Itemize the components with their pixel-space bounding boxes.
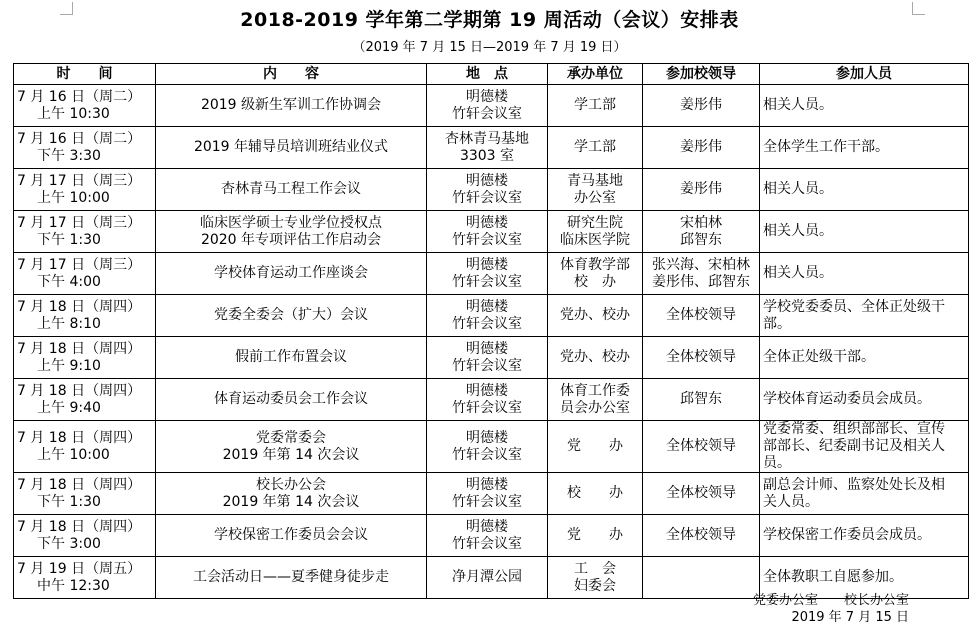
cell-host (548, 337, 643, 379)
cell-people-line: 部。 (763, 315, 791, 332)
cell-content-line: 假前工作布置会议 (235, 349, 347, 365)
cell-time-line: 7 月 18 日（周四） (17, 298, 142, 315)
cell-host-line: 工 会 (574, 560, 616, 577)
cell-host-line: 党办、校办 (560, 307, 630, 323)
cell-host (548, 421, 643, 473)
cell-time (14, 211, 156, 253)
table-row (14, 253, 969, 295)
cell-place (427, 253, 548, 295)
cell-time (14, 557, 156, 599)
cell-host (548, 127, 643, 169)
cell-leaders (643, 211, 760, 253)
table-row (14, 295, 969, 337)
cell-leaders (643, 253, 760, 295)
cell-leaders (643, 295, 760, 337)
cell-time (14, 295, 156, 337)
cell-content-line: 杏林青马工程工作会议 (221, 181, 361, 197)
cell-host-line: 体育工作委 (560, 382, 630, 399)
cell-people (760, 515, 969, 557)
cell-leaders-line: 张兴海、宋柏林 (652, 256, 750, 273)
cell-host-line: 校 办 (567, 485, 623, 501)
cell-people-line: 学校体育运动委员会成员。 (763, 391, 931, 407)
cell-people (760, 127, 969, 169)
cell-content-line: 2019 年第 14 次会议 (222, 446, 360, 463)
cell-time-line: 下午 3:00 (37, 535, 101, 552)
cell-place-line: 明德楼 (466, 429, 508, 446)
cell-place-line: 竹轩会议室 (452, 493, 522, 510)
cell-content (156, 421, 427, 473)
cell-time (14, 515, 156, 557)
table-row (14, 473, 969, 515)
cell-time (14, 253, 156, 295)
cell-time (14, 337, 156, 379)
cell-host (548, 379, 643, 421)
cell-host (548, 515, 643, 557)
cell-host-line: 学工部 (574, 139, 616, 155)
schedule-body (14, 85, 969, 599)
cell-time-line: 中午 12:30 (37, 577, 110, 594)
schedule-table (13, 63, 969, 599)
cell-host (548, 253, 643, 295)
cell-place-line: 明德楼 (466, 256, 508, 273)
cell-people (760, 379, 969, 421)
cell-people (760, 337, 969, 379)
cell-people-line: 全体教职工自愿参加。 (763, 569, 903, 585)
cell-place-line: 竹轩会议室 (452, 189, 522, 206)
cell-place (427, 557, 548, 599)
cell-place (427, 515, 548, 557)
cell-host-line: 员会办公室 (560, 399, 630, 416)
table-row (14, 127, 969, 169)
cell-host-line: 妇委会 (574, 577, 616, 594)
cell-people-line: 相关人员。 (763, 181, 833, 197)
cell-leaders (643, 337, 760, 379)
cell-people-line: 员。 (763, 455, 791, 471)
cell-place (427, 421, 548, 473)
cell-time-line: 上午 10:30 (37, 105, 110, 122)
cell-time (14, 127, 156, 169)
cell-time-line: 7 月 16 日（周二） (17, 130, 142, 147)
cell-place-line: 竹轩会议室 (452, 273, 522, 290)
cell-place (427, 211, 548, 253)
cell-leaders-line: 姜彤伟 (680, 139, 722, 155)
cell-people-line: 全体学生工作干部。 (763, 139, 889, 155)
cell-place (427, 85, 548, 127)
cell-leaders-line: 邱智东 (680, 231, 722, 248)
cell-content-line: 学校体育运动工作座谈会 (214, 265, 368, 281)
cell-people-line: 学校保密工作委员会成员。 (763, 527, 931, 543)
footer-date: 2019 年 7 月 15 日 (791, 610, 909, 625)
table-row (14, 421, 969, 473)
cell-time-line: 7 月 18 日（周四） (17, 518, 142, 535)
table-row (14, 515, 969, 557)
cell-host-line: 党 办 (567, 527, 623, 543)
cell-content (156, 379, 427, 421)
cell-time-line: 7 月 19 日（周五） (17, 560, 142, 577)
cell-host-line: 临床医学院 (560, 231, 630, 248)
cell-leaders (643, 169, 760, 211)
cell-leaders (643, 421, 760, 473)
cell-content (156, 169, 427, 211)
cell-time (14, 473, 156, 515)
cell-host-line: 研究生院 (567, 214, 623, 231)
cell-time-line: 上午 9:40 (37, 399, 101, 416)
cell-place (427, 127, 548, 169)
cell-host (548, 169, 643, 211)
cell-content-line: 2020 年专项评估工作启动会 (200, 231, 382, 248)
cell-content-line: 校长办公会 (256, 476, 326, 493)
cell-place-line: 明德楼 (466, 214, 508, 231)
cell-content-line: 2019 级新生军训工作协调会 (200, 97, 382, 113)
cell-people (760, 169, 969, 211)
cell-place (427, 379, 548, 421)
cell-host (548, 295, 643, 337)
cell-leaders-line: 宋柏林 (680, 214, 722, 231)
page-subtitle: （2019 年 7 月 15 日—2019 年 7 月 19 日） (352, 40, 627, 55)
cell-people (760, 295, 969, 337)
cell-host (548, 85, 643, 127)
cell-time (14, 421, 156, 473)
cell-content (156, 211, 427, 253)
cell-content (156, 253, 427, 295)
cell-place-line: 竹轩会议室 (452, 315, 522, 332)
cell-people (760, 473, 969, 515)
cell-time-line: 上午 9:10 (37, 357, 101, 374)
cell-place-line: 竹轩会议室 (452, 535, 522, 552)
cell-people (760, 211, 969, 253)
cell-time-line: 7 月 18 日（周四） (17, 340, 142, 357)
cell-people-line: 相关人员。 (763, 223, 833, 239)
cell-leaders (643, 379, 760, 421)
cell-time-line: 7 月 17 日（周三） (17, 214, 142, 231)
cell-place (427, 473, 548, 515)
cell-people (760, 85, 969, 127)
cell-leaders (643, 473, 760, 515)
cell-people-line: 党委常委、组织部部长、宣传 (763, 421, 945, 437)
table-row (14, 85, 969, 127)
cell-place-line: 明德楼 (466, 382, 508, 399)
cell-people (760, 253, 969, 295)
cell-content (156, 515, 427, 557)
cell-time-line: 下午 1:30 (37, 493, 101, 510)
cell-place-line: 明德楼 (466, 518, 508, 535)
cell-host-line: 青马基地 (567, 172, 623, 189)
cell-leaders-line: 全体校领导 (666, 485, 736, 501)
cell-host-line: 体育教学部 (560, 256, 630, 273)
cell-host (548, 211, 643, 253)
cell-leaders-line: 姜彤伟 (680, 181, 722, 197)
cell-time-line: 下午 4:00 (37, 273, 101, 290)
cell-content (156, 557, 427, 599)
cell-place-line: 竹轩会议室 (452, 357, 522, 374)
cell-leaders (643, 85, 760, 127)
column-header-host: 承办单位 (548, 64, 643, 85)
cell-place-line: 明德楼 (466, 298, 508, 315)
cell-place-line: 竹轩会议室 (452, 105, 522, 122)
cell-content-line: 2019 年辅导员培训班结业仪式 (193, 139, 389, 155)
cell-place-line: 竹轩会议室 (452, 231, 522, 248)
cell-content-line: 2019 年第 14 次会议 (222, 493, 360, 510)
cell-place (427, 295, 548, 337)
cell-time-line: 7 月 16 日（周二） (17, 88, 142, 105)
cell-people-line: 副总会计师、监察处处长及相 (763, 476, 945, 493)
cell-time-line: 7 月 17 日（周三） (17, 256, 142, 273)
column-header-content: 内 容 (156, 64, 427, 85)
cell-place-line: 明德楼 (466, 172, 508, 189)
table-row (14, 379, 969, 421)
cell-leaders-line: 邱智东 (680, 391, 722, 407)
cell-host-line: 党 办 (567, 438, 623, 454)
cell-time (14, 169, 156, 211)
cell-host (548, 557, 643, 599)
cell-people-line: 相关人员。 (763, 97, 833, 113)
cell-content-line: 党委常委会 (256, 429, 326, 446)
cell-leaders (643, 557, 760, 599)
cell-place-line: 明德楼 (466, 88, 508, 105)
cell-leaders (643, 127, 760, 169)
page-title: 2018-2019 学年第二学期第 19 周活动（会议）安排表 (240, 9, 739, 31)
cell-host-line: 校 办 (574, 273, 616, 290)
cell-people-line: 相关人员。 (763, 265, 833, 281)
column-header-people: 参加人员 (760, 64, 969, 85)
cell-time-line: 7 月 17 日（周三） (17, 172, 142, 189)
cell-content-line: 工会活动日——夏季健身徒步走 (193, 569, 389, 585)
cell-time-line: 上午 10:00 (37, 189, 110, 206)
cell-place-line: 竹轩会议室 (452, 399, 522, 416)
table-row (14, 337, 969, 379)
cell-time (14, 85, 156, 127)
cell-leaders-line: 全体校领导 (666, 307, 736, 323)
cell-time-line: 7 月 18 日（周四） (17, 382, 142, 399)
column-header-time: 时 间 (14, 64, 156, 85)
footer-signature (753, 592, 909, 626)
cell-content-line: 学校保密工作委员会会议 (214, 527, 368, 543)
table-row (14, 211, 969, 253)
cell-place-line: 明德楼 (466, 340, 508, 357)
table-header-row (14, 64, 969, 85)
cell-host (548, 473, 643, 515)
cell-leaders-line: 姜彤伟 (680, 97, 722, 113)
cell-place (427, 337, 548, 379)
cell-content (156, 295, 427, 337)
cell-content (156, 127, 427, 169)
cell-time-line: 7 月 18 日（周四） (17, 476, 142, 493)
cell-people-line: 部部长、纪委副书记及相关人 (763, 438, 945, 454)
cell-content-line: 临床医学硕士专业学位授权点 (200, 214, 382, 231)
cell-place-line: 净月潭公园 (452, 569, 522, 585)
cell-host-line: 办公室 (574, 189, 616, 206)
cell-leaders-line: 全体校领导 (666, 527, 736, 543)
cell-place-line: 明德楼 (466, 476, 508, 493)
cell-content-line: 体育运动委员会工作会议 (214, 391, 368, 407)
column-header-leaders: 参加校领导 (643, 64, 760, 85)
cell-time-line: 7 月 18 日（周四） (17, 429, 142, 446)
cell-leaders-line: 全体校领导 (666, 349, 736, 365)
cell-leaders-line: 姜彤伟、邱智东 (652, 273, 750, 290)
cell-people-line: 学校党委委员、全体正处级干 (763, 298, 945, 315)
cell-place (427, 169, 548, 211)
column-header-place: 地 点 (427, 64, 548, 85)
cell-time (14, 379, 156, 421)
cell-place-line: 3303 室 (459, 147, 515, 164)
cell-people-line: 关人员。 (763, 493, 819, 510)
cell-content (156, 337, 427, 379)
cell-time-line: 下午 1:30 (37, 231, 101, 248)
cell-place-line: 杏林青马基地 (445, 130, 529, 147)
cell-leaders-line: 全体校领导 (666, 438, 736, 454)
cell-host-line: 党办、校办 (560, 349, 630, 365)
cell-content (156, 85, 427, 127)
cell-content-line: 党委全委会（扩大）会议 (214, 307, 368, 323)
cell-place-line: 竹轩会议室 (452, 446, 522, 463)
cell-time-line: 下午 3:30 (37, 147, 101, 164)
cell-content (156, 473, 427, 515)
cell-leaders (643, 515, 760, 557)
cell-host-line: 学工部 (574, 97, 616, 113)
cell-people-line: 全体正处级干部。 (763, 349, 875, 365)
cell-time-line: 上午 10:00 (37, 446, 110, 463)
footer-offices: 党委办公室 校长办公室 (752, 593, 909, 608)
cell-people (760, 421, 969, 473)
table-row (14, 169, 969, 211)
cell-time-line: 上午 8:10 (37, 315, 101, 332)
